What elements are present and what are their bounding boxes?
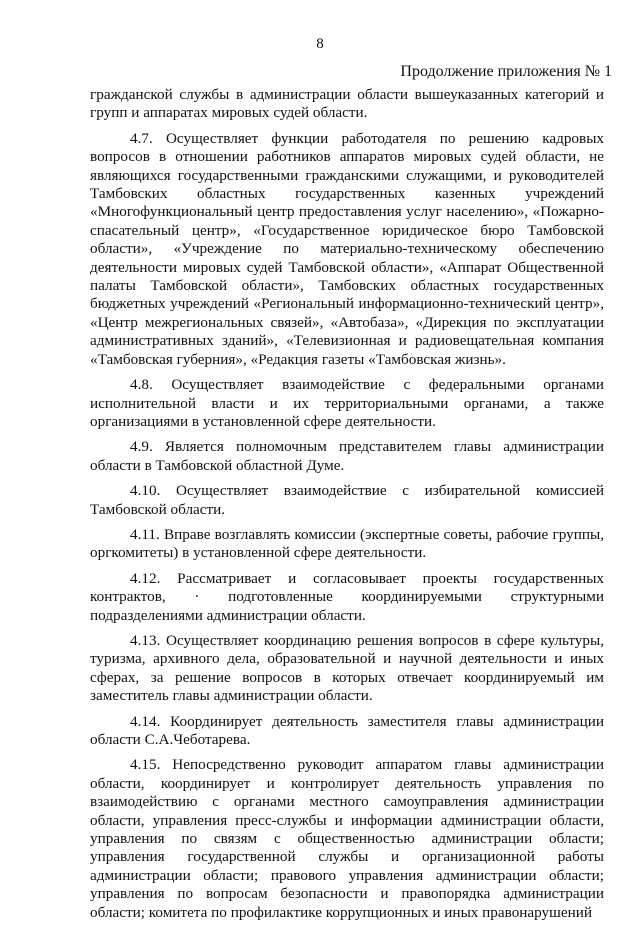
paragraph-continuation: гражданской службы в администрации области вышеуказанных категорий и групп и аппаратах мировых судей области. [90, 86, 604, 122]
paragraph-4-10: 4.10. Осуществляет взаимодействие с избирательной комиссией Тамбовской области. [90, 482, 604, 518]
paragraph-4-8: 4.8. Осуществляет взаимодействие с федеральными органами исполнительной власти и их территориальными органами, а также организациями в установленной сфере деятельности. [90, 376, 604, 430]
paragraph-4-11: 4.11. Вправе возглавлять комиссии (экспертные советы, рабочие группы, оргкомитеты) в установленной сфере деятельности. [90, 525, 604, 562]
paragraph-4-14: 4.14. Координирует деятельность заместителя главы администрации области С.А.Чеботарева. [90, 712, 604, 748]
paragraph-4-7: 4.7. Осуществляет функции работодателя по решению кадровых вопросов в отношении работников аппаратов мировых судей области, не являющихся государственными гражданскими служащими, и руководителей Тамбовских областных государственных казенных учреждений «Многофункциональный центр предоставления услуг населению», «Пожарно-спасательный центр», «Государственное юридическое бюро Тамбовской области», «Учреждение по материально-техническому обеспечению деятельности мировых судей Тамбовской области», «Аппарат Общественной палаты Тамбовской области», Тамбовских областных государственных бюджетных учреждений «Региональный информационно-технический центр», «Центр межрегиональных связей», «Автобаза», «Дирекция по эксплуатации административных зданий», «Телевизионная и радиовещательная компания «Тамбовская губерния», «Редакция газеты «Тамбовская жизнь». [90, 129, 604, 368]
paragraph-4-9: 4.9. Является полномочным представителем главы администрации области в Тамбовской областной Думе. [90, 438, 604, 474]
paragraph-4-15: 4.15. Непосредственно руководит аппаратом главы администрации области, координирует и контролирует деятельность управления по взаимодействию с органами местного самоуправления администрации области, управления пресс-службы и информации администрации области, управления по связям с общественностью администрации области; управления государственной службы и организационной работы администрации области; правового управления администрации области; управления по вопросам безопасности и правопорядка администрации области; комитета по профилактике коррупционных и иных правонарушений [90, 756, 604, 921]
document-body [90, 86, 604, 929]
paragraph-4-13: 4.13. Осуществляет координацию решения вопросов в сфере культуры, туризма, архивного дела, образовательной и научной деятельности и иных сферах, за решение вопросов в которых отвечает координируемый им заместитель главы администрации области. [90, 631, 604, 705]
paragraph-4-12: 4.12. Рассматривает и согласовывает проекты государственных контрактов, · подготовленные координируемыми структурными подразделениями администрации области. [90, 569, 604, 624]
page-number: 8 [316, 36, 324, 52]
appendix-continuation-note: Продолжение приложения № 1 [400, 63, 612, 80]
